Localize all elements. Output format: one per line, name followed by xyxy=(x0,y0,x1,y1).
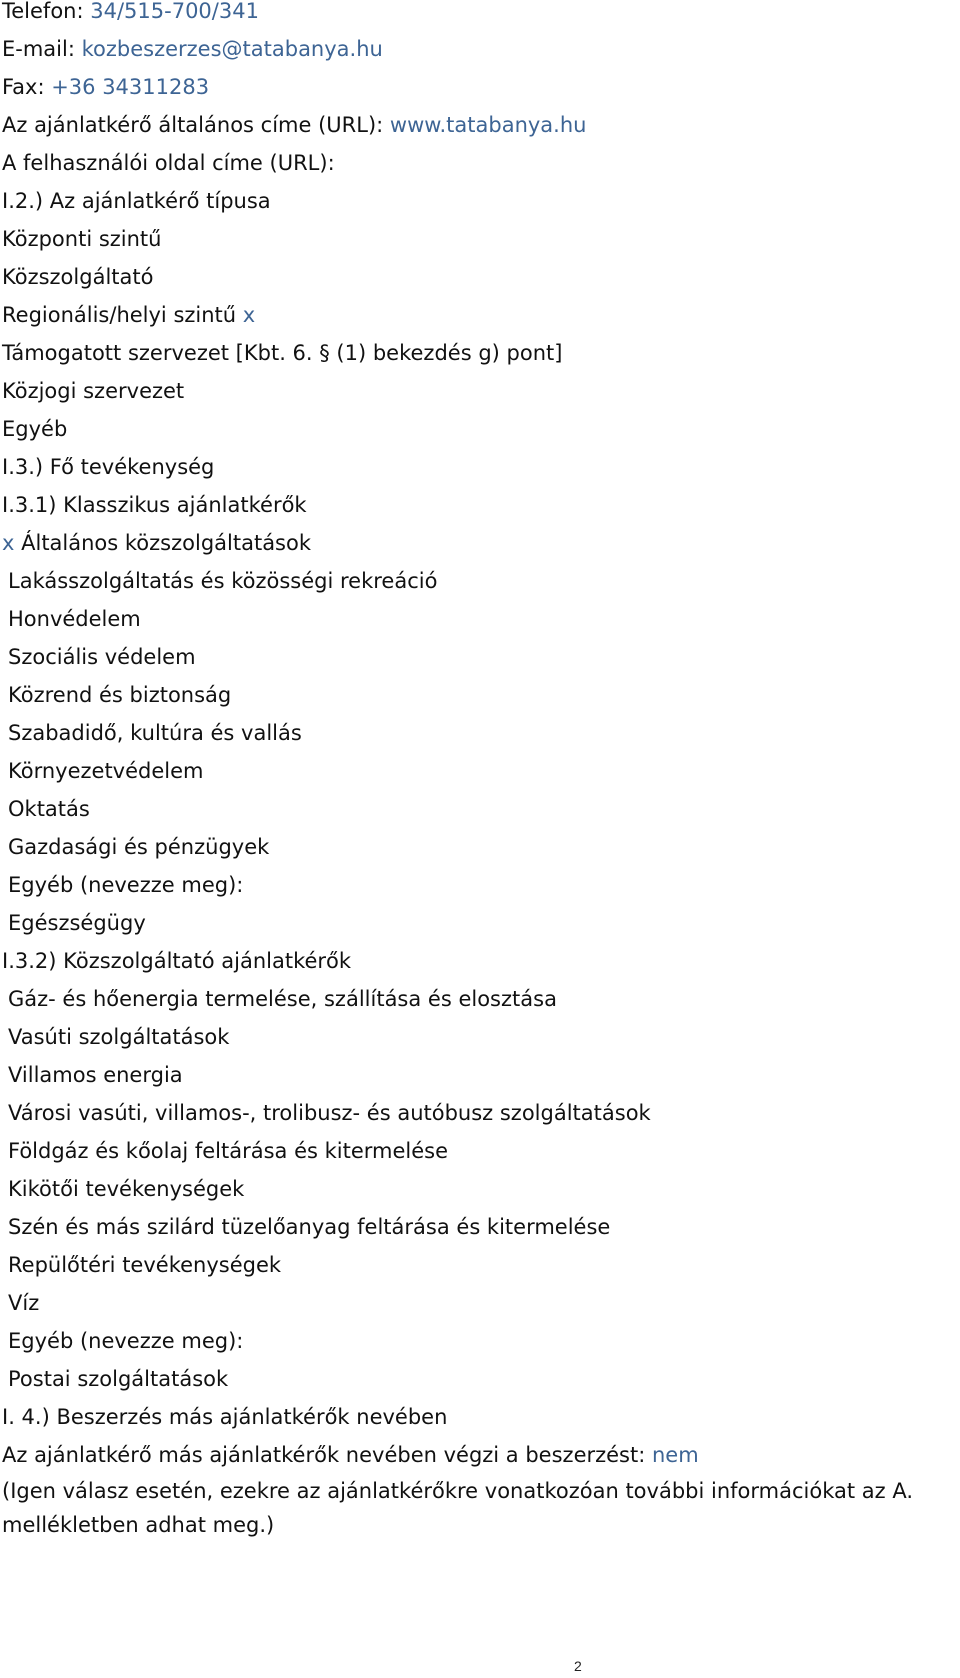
classic-heading: I.3.1) Klasszikus ajánlatkérők xyxy=(2,493,307,517)
phone-line xyxy=(2,0,259,24)
utility-item: Villamos energia xyxy=(8,1063,183,1087)
url-link[interactable]: www.tatabanya.hu xyxy=(389,113,587,137)
fax-label: Fax: xyxy=(2,75,52,99)
type-option-mark: x xyxy=(242,303,256,327)
other-question-value: nem xyxy=(652,1443,699,1467)
classic-item: Lakásszolgáltatás és közösségi rekreáció xyxy=(8,569,438,593)
section-type-heading: I.2.) Az ajánlatkérő típusa xyxy=(2,189,271,213)
classic-item: Környezetvédelem xyxy=(8,759,204,783)
utility-item: Egyéb (nevezze meg): xyxy=(8,1329,244,1353)
url-line xyxy=(2,112,586,138)
utility-item: Víz xyxy=(8,1291,40,1315)
type-option-regional: Regionális/helyi szintű x xyxy=(2,303,256,327)
url-label: Az ajánlatkérő általános címe (URL): xyxy=(2,113,390,137)
type-option-other: Egyéb xyxy=(2,417,68,441)
classic-item: Gazdasági és pénzügyek xyxy=(8,835,270,859)
utility-item: Városi vasúti, villamos-, trolibusz- és autóbusz szolgáltatások xyxy=(8,1101,651,1125)
buyer-profile-line: A felhasználói oldal címe (URL): xyxy=(2,151,335,175)
section-activity-heading: I.3.) Fő tevékenység xyxy=(2,455,215,479)
section-other-heading: I. 4.) Beszerzés más ajánlatkérők nevében xyxy=(2,1405,448,1429)
email-line xyxy=(2,36,383,62)
type-option-supported: Támogatott szervezet [Kbt. 6. § (1) bekezdés g) pont] xyxy=(2,341,563,365)
other-note-line-2: mellékletben adhat meg.) xyxy=(2,1513,275,1537)
type-option-utility: Közszolgáltató xyxy=(2,265,154,289)
utility-item: Kikötői tevékenységek xyxy=(8,1177,245,1201)
email-link[interactable]: kozbeszerzes@tatabanya.hu xyxy=(81,37,383,61)
phone-value: 34/515-700/341 xyxy=(90,0,259,23)
email-label: E-mail: xyxy=(2,37,82,61)
utility-item: Repülőtéri tevékenységek xyxy=(8,1253,282,1277)
utility-heading: I.3.2) Közszolgáltató ajánlatkérők xyxy=(2,949,352,973)
classic-item-mark: x xyxy=(2,531,15,555)
classic-item: Szociális védelem xyxy=(8,645,196,669)
classic-item: Szabadidő, kultúra és vallás xyxy=(8,721,302,745)
fax-value: +36 34311283 xyxy=(51,75,210,99)
other-question-label: Az ajánlatkérő más ajánlatkérők nevében végzi a beszerzést: xyxy=(2,1443,652,1467)
classic-item: Közrend és biztonság xyxy=(8,683,232,707)
other-note-line-1: (Igen válasz esetén, ezekre az ajánlatkérőkre vonatkozóan további információkat az A. xyxy=(2,1479,914,1503)
utility-item: Szén és más szilárd tüzelőanyag feltárása és kitermelése xyxy=(8,1215,611,1239)
classic-item: Honvédelem xyxy=(8,607,141,631)
phone-label: Telefon: xyxy=(2,0,91,23)
classic-item: Egyéb (nevezze meg): xyxy=(8,873,244,897)
utility-item: Postai szolgáltatások xyxy=(8,1367,229,1391)
classic-item: Oktatás xyxy=(8,797,90,821)
fax-line xyxy=(2,74,209,100)
utility-item: Földgáz és kőolaj feltárása és kitermelése xyxy=(8,1139,449,1163)
other-question-line xyxy=(2,1442,699,1468)
utility-item: Gáz- és hőenergia termelése, szállítása és elosztása xyxy=(8,987,557,1011)
type-option-public-law: Közjogi szervezet xyxy=(2,379,185,403)
classic-item-general: x Általános közszolgáltatások xyxy=(2,531,312,555)
utility-item: Vasúti szolgáltatások xyxy=(8,1025,230,1049)
classic-item: Egészségügy xyxy=(8,911,146,935)
page-number: 2 xyxy=(574,1658,582,1674)
type-option-central: Központi szintű xyxy=(2,227,162,251)
